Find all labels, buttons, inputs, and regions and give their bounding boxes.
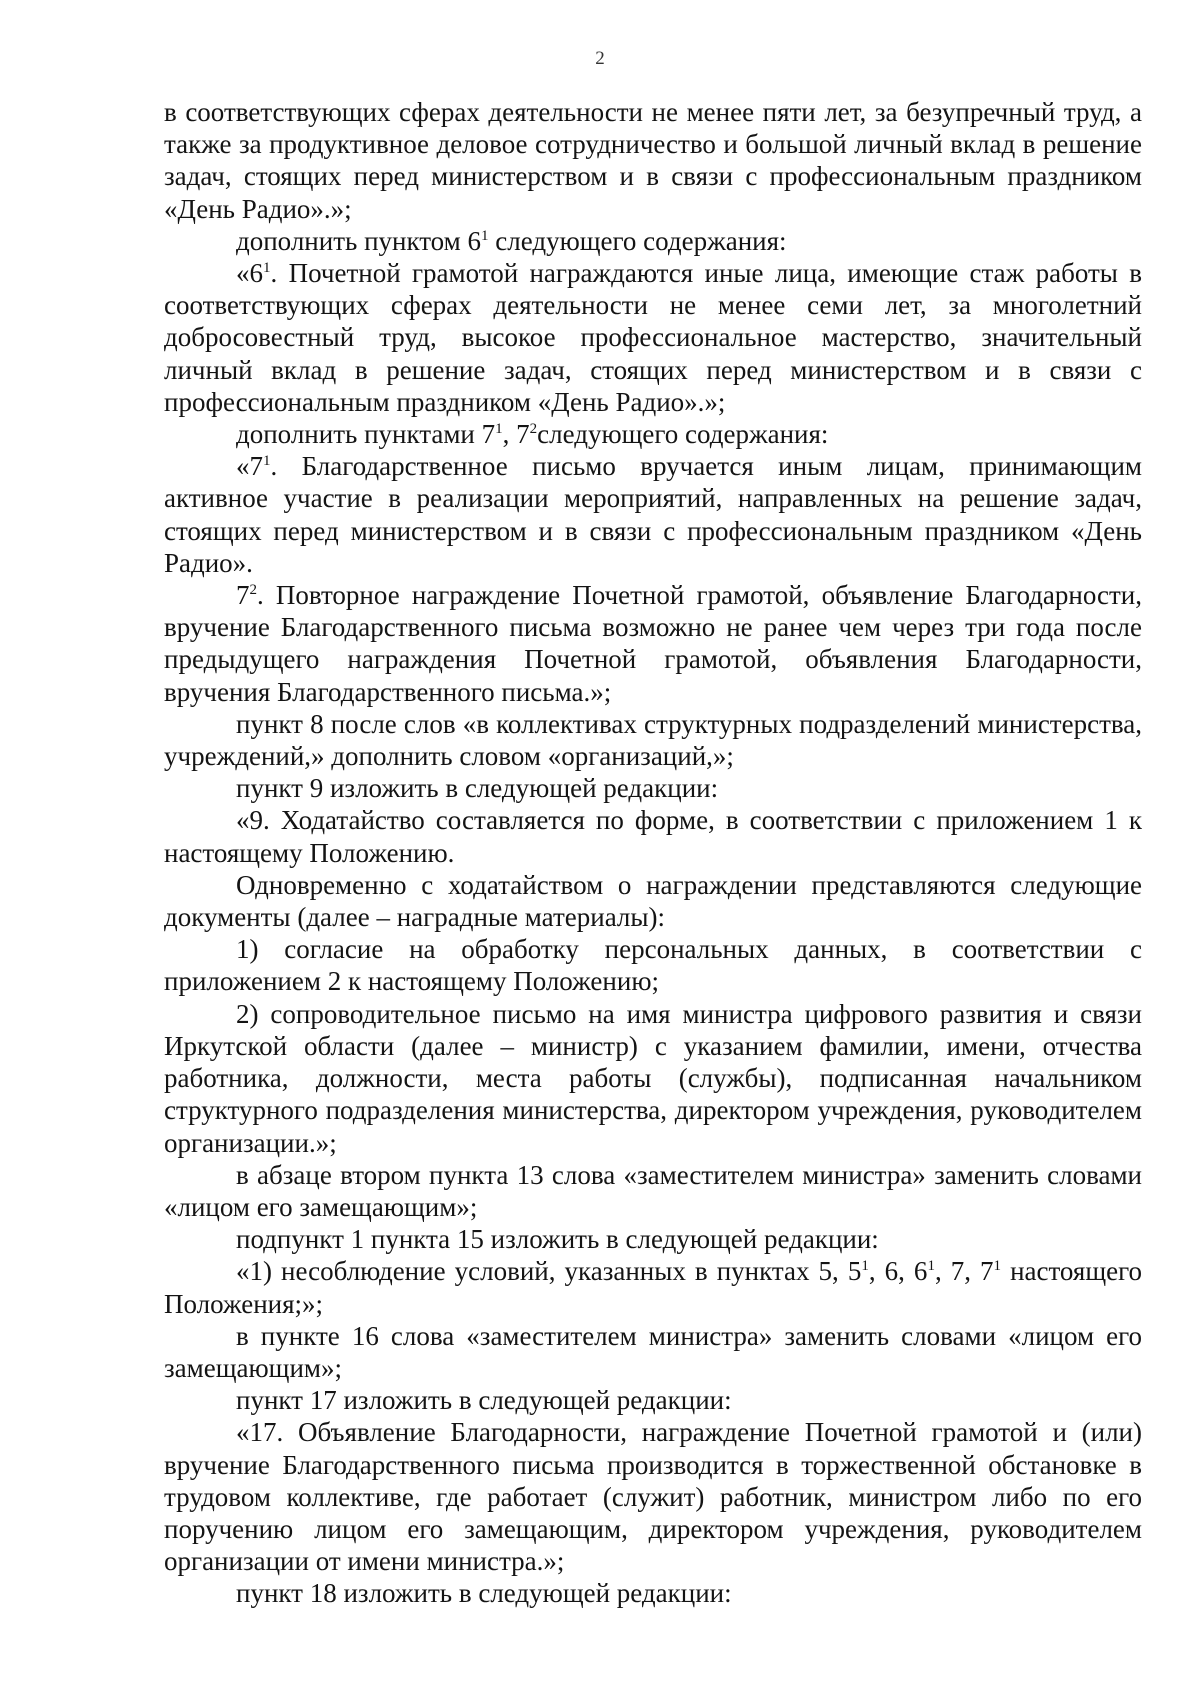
text-run: , 7 [502, 419, 530, 450]
text-run: «1) несоблюдение условий, указанных в пунктах 5, 5 [236, 1256, 862, 1287]
superscript: 1 [927, 1258, 935, 1275]
text-run: , 6, 6 [868, 1256, 928, 1287]
paragraph [164, 772, 1142, 804]
paragraph [164, 1577, 1142, 1609]
text-run: . Благодарственное письмо вручается иным лицам, принимающим активное участие в реализации мероприятий, направленных на решение задач, стоящих перед министерством и в связи с профессиональным праздником «День Радио». [164, 451, 1142, 578]
text-run: в пункте 16 слова «заместителем министра» заменить словами «лицом его замещающим»; [164, 1320, 1142, 1383]
text-run: в соответствующих сферах деятельности не менее пяти лет, за безупречный труд, а также за продуктивное деловое сотрудничество и большой личный вклад в решение задач, стоящих перед министерством и в связи с профессиональным праздником «День Радио».»; [164, 97, 1142, 224]
text-run: следующего содержания: [488, 225, 787, 256]
paragraph [164, 933, 1142, 997]
text-run: пункт 18 изложить в следующей редакции: [236, 1578, 732, 1609]
text-run: «17. Объявление Благодарности, награждение Почетной грамотой и (или) вручение Благодарственного письма производится в торжественной обстановке в трудовом коллективе, где работает (служит) работник, министром либо по его поручению лицом его замещающим, директором учреждения, руководителем организации от имени министра.»; [164, 1417, 1142, 1577]
superscript: 1 [495, 421, 503, 438]
superscript: 1 [263, 453, 271, 470]
text-run: «9. Ходатайство составляется по форме, в соответствии с приложением 1 к настоящему Положению. [164, 805, 1142, 868]
text-run: 1) согласие на обработку персональных данных, в соответствии с приложением 2 к настоящему Положению; [164, 934, 1142, 997]
paragraph [164, 225, 1142, 257]
paragraph [164, 1320, 1142, 1384]
paragraph [164, 1255, 1142, 1319]
text-run: 2) сопроводительное письмо на имя министра цифрового развития и связи Иркутской области (далее – министр) с указанием фамилии, имени, отчества работника, должности, места работы (службы), подписанная начальником структурного подразделения министерства, директором учреждения, руководителем организации.»; [164, 998, 1142, 1158]
paragraph [164, 708, 1142, 772]
text-run: следующего содержания: [537, 419, 829, 450]
paragraph [164, 804, 1142, 868]
text-run: пункт 17 изложить в следующей редакции: [236, 1385, 732, 1416]
paragraph [164, 1223, 1142, 1255]
page-number: 2 [595, 48, 605, 69]
text-run: подпункт 1 пункта 15 изложить в следующей редакции: [236, 1224, 879, 1255]
text-run: пункт 9 изложить в следующей редакции: [236, 773, 719, 804]
paragraph [164, 1416, 1142, 1577]
text-run: . Почетной грамотой награждаются иные лица, имеющие стаж работы в соответствующих сферах деятельности не менее семи лет, за многолетний добросовестный труд, высокое профессиональное мастерство, значительный личный вклад в решение задач, стоящих перед министерством и в связи с профессиональным праздником «День Радио».»; [164, 258, 1142, 417]
text-run: Одновременно с ходатайством о награждении представляются следующие документы (далее – наградные материалы): [164, 869, 1142, 933]
text-run: дополнить пунктами 7 [236, 419, 496, 450]
text-run: настоящего Положения;»; [164, 1256, 1143, 1319]
paragraph [164, 96, 1142, 225]
superscript: 2 [249, 582, 257, 599]
text-run: «7 [236, 451, 263, 482]
paragraph [164, 579, 1142, 708]
paragraph [164, 869, 1142, 933]
text-run: пункт 8 после слов «в коллективах структурных подразделений министерства, учреждений,» дополнить словом «организаций,»; [164, 708, 1142, 772]
text-run: 7 [236, 580, 250, 611]
paragraph [164, 1384, 1142, 1416]
superscript: 1 [861, 1258, 869, 1275]
paragraph [164, 998, 1142, 1159]
text-run: , 7, 7 [934, 1256, 994, 1287]
superscript: 1 [263, 260, 271, 277]
text-run: «6 [236, 258, 263, 289]
document-body [164, 96, 1142, 1610]
superscript: 2 [529, 421, 538, 438]
superscript: 1 [481, 227, 489, 244]
text-run: в абзаце втором пункта 13 слова «заместителем министра» заменить словами «лицом его замещающим»; [164, 1159, 1142, 1222]
paragraph [164, 450, 1142, 579]
text-run: . Повторное награждение Почетной грамотой, объявление Благодарности, вручение Благодарственного письма возможно не ранее чем через три года после предыдущего награждения Почетной грамотой, объявления Благодарности, вручения Благодарственного письма.»; [164, 580, 1142, 707]
paragraph [164, 1159, 1142, 1223]
paragraph [164, 257, 1142, 418]
paragraph [164, 418, 1142, 450]
superscript: 1 [993, 1258, 1002, 1275]
text-run: дополнить пунктом 6 [236, 225, 481, 256]
